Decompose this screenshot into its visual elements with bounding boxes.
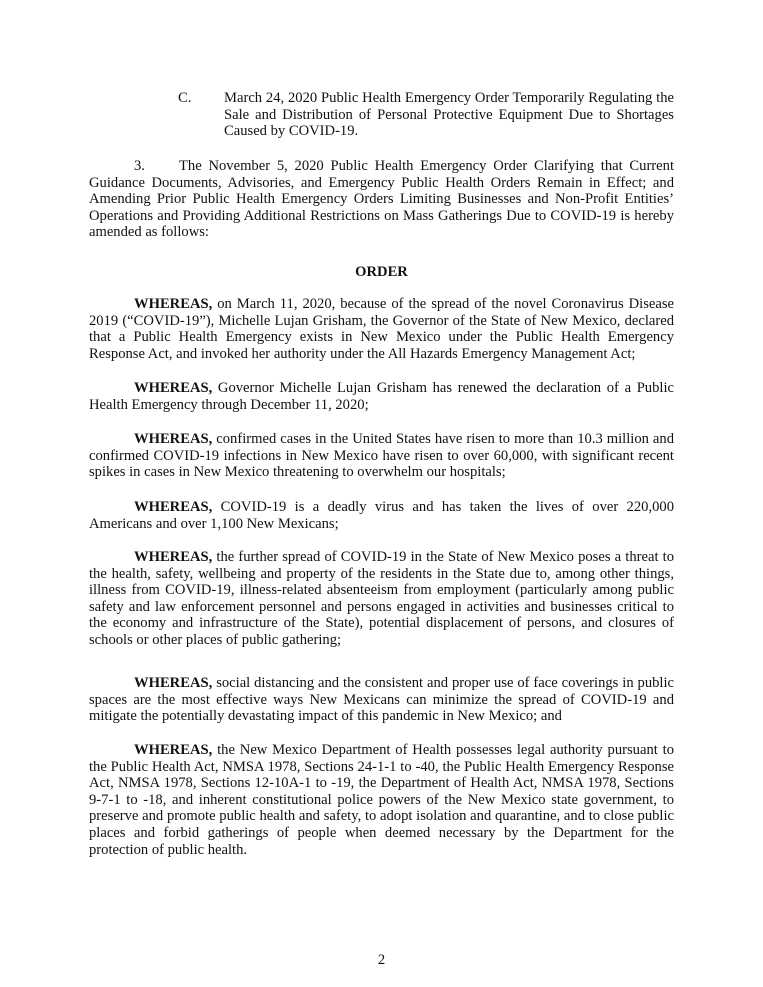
whereas-text: confirmed cases in the United States have risen to more than 10.3 million and confirmed COVID-19 infections in New Mexico have risen to over 60,000, with significant recent spikes in cases in New Mexico threatening to overwhelm our hospitals; (89, 431, 674, 481)
page-number: 2 (377, 952, 386, 968)
whereas-text: on March 11, 2020, because of the spread of the novel Coronavirus Disease 2019 (“COVID-19”), Michelle Lujan Grisham, the Governor of the State of New Mexico, declared that a Public Health Emergency exists in New Mexico under the Public Health Emergency Response Act, and invoked her authority under the All Hazards Emergency Management Act; (89, 296, 674, 362)
whereas-paragraph-6 (89, 675, 674, 725)
whereas-text: COVID-19 is a deadly virus and has taken the lives of over 220,000 Americans and over 1,100 New Mexicans; (89, 499, 674, 532)
whereas-paragraph-5 (89, 549, 674, 649)
paragraph-item-3 (89, 158, 674, 241)
sub-item-text: March 24, 2020 Public Health Emergency Order Temporarily Regulating the Sale and Distribution of Personal Protective Equipment Due to Shortages Caused by COVID-19. (224, 90, 674, 140)
sub-item-letter: C. (178, 90, 192, 106)
whereas-label: WHEREAS, (134, 675, 213, 691)
whereas-text: Governor Michelle Lujan Grisham has renewed the declaration of a Public Health Emergency through December 11, 2020; (89, 380, 674, 413)
whereas-label: WHEREAS, (134, 296, 213, 312)
whereas-text: the further spread of COVID-19 in the State of New Mexico poses a threat to the health, safety, wellbeing and property of the residents in the State due to, among other things, illness from COVID-19, illness-related absenteeism from employment (particularly among public safety and law enforcement personnel and persons engaged in activities and businesses critical to the economy and infrastructure of the State), potential displacement of persons, and closures of schools or other places of public gathering; (89, 549, 675, 648)
whereas-text: the New Mexico Department of Health possesses legal authority pursuant to the Public Health Act, NMSA 1978, Sections 24-1-1 to -40, the Public Health Emergency Response Act, NMSA 1978, Sections 12-10A-1 to -19, the Department of Health Act, NMSA 1978, Sections 9-7-1 to -18, and inherent constitutional police powers of the New Mexico state government, to preserve and promote public health and safety, to adopt isolation and quarantine, and to close public places and forbid gatherings of people when deemed necessary by the Department for the protection of public health. (89, 742, 674, 858)
whereas-label: WHEREAS, (134, 742, 213, 758)
whereas-label: WHEREAS, (134, 431, 213, 447)
whereas-paragraph-1 (89, 296, 674, 362)
item-number: 3. (134, 158, 145, 174)
whereas-paragraph-2 (89, 380, 674, 413)
order-heading: ORDER (355, 264, 408, 280)
whereas-label: WHEREAS, (134, 380, 213, 396)
whereas-paragraph-7 (89, 742, 674, 858)
item-3-text: The November 5, 2020 Public Health Emergency Order Clarifying that Current Guidance Documents, Advisories, and Emergency Public Health Orders Remain in Effect; and Amending Prior Public Health Emergency Orders Limiting Businesses and Non-Profit Entities’ Operations and Providing Additional Restrictions on Mass Gatherings Due to COVID-19 is hereby amended as follows: (89, 158, 674, 241)
whereas-paragraph-4 (89, 499, 674, 532)
whereas-label: WHEREAS, (134, 549, 213, 565)
whereas-text: social distancing and the consistent and proper use of face coverings in public spaces are the most effective ways New Mexicans can minimize the spread of COVID-19 and mitigate the potentially devastating impact of this pandemic in New Mexico; and (89, 675, 675, 725)
whereas-paragraph-3 (89, 431, 674, 481)
whereas-label: WHEREAS, (134, 499, 213, 515)
